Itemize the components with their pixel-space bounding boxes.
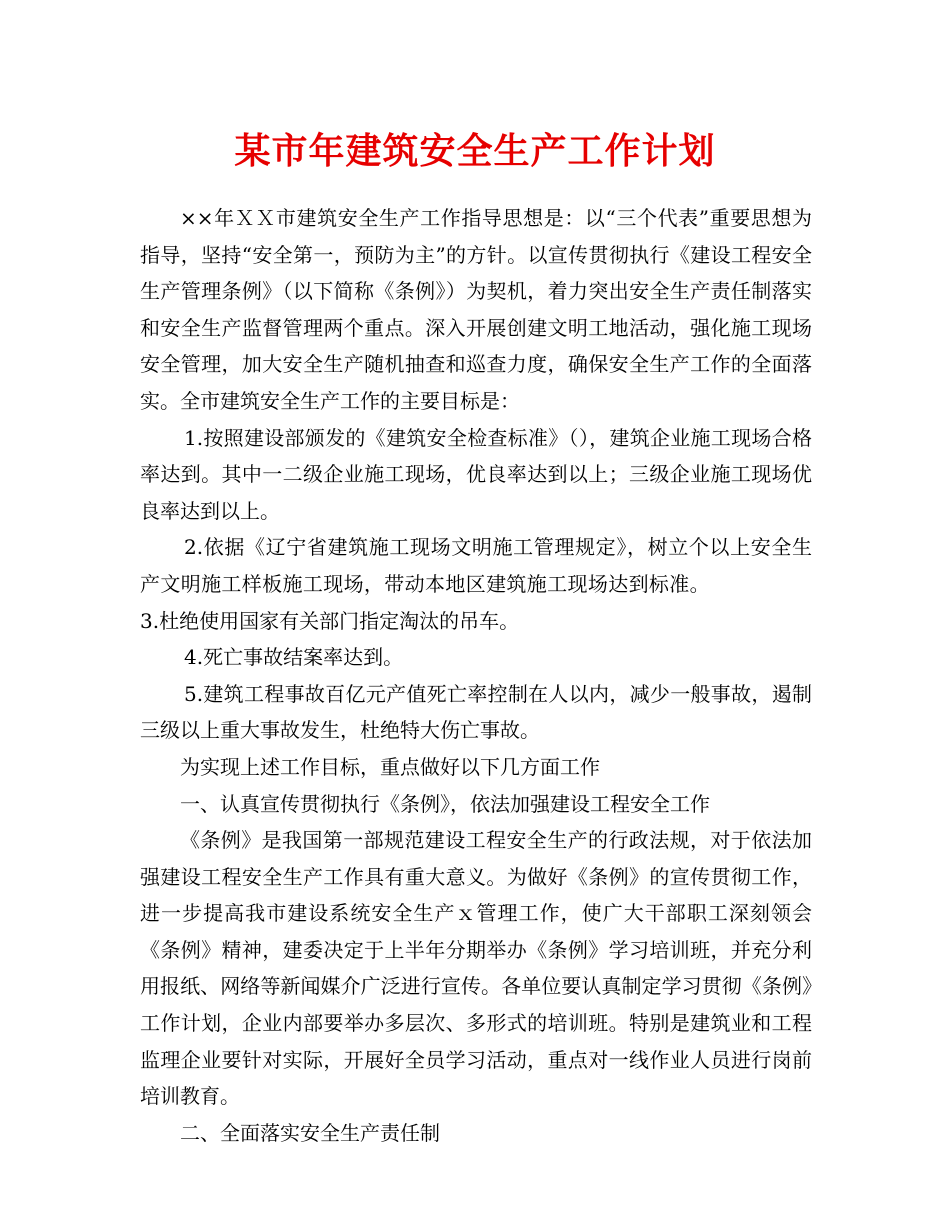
paragraph-regulation: 《条例》是我国第一部规范建设工程安全生产的行政法规，对于依法加强建设工程安全生产工作具有重大意义。为做好《条例》的宣传贯彻工作，进一步提高我市建设系统安全生产ｘ管理工作，使广大干部职工深刻领会《条例》精神，建委决定于上半年分期举办《条例》学习培训班，并充分利用报纸、网络等新闻媒介广泛进行宣传。各单位要认真制定学习贯彻《条例》工作计划，企业内部要举办多层次、多形式的培训班。特别是建筑业和工程监理企业要针对实际，开展好全员学习活动，重点对一线作业人员进行岗前培训教育。 bbox=[140, 828, 812, 1109]
paragraph-guiding-thought: ××年ＸＸ市建筑安全生产工作指导思想是：以“三个代表”重要思想为指导，坚持“安全第一，预防为主”的方针。以宣传贯彻执行《建设工程安全生产管理条例》（以下简称《条例》）为契机，着力突出安全生产责任制落实和安全生产监督管理两个重点。深入开展创建文明工地活动，强化施工现场安全管理，加大安全生产随机抽查和巡查力度，确保安全生产工作的全面落实。全市建筑安全生产工作的主要目标是： bbox=[140, 206, 812, 413]
section-heading-1: 一、认真宣传贯彻执行《条例》，依法加强建设工程安全工作 bbox=[180, 791, 710, 816]
paragraph-goal-1: 1.按照建设部颁发的《建筑安全检查标准》（），建筑企业施工现场合格率达到。其中一二级企业施工现场，优良率达到以上；三级企业施工现场优良率达到以上。 bbox=[140, 425, 812, 523]
section-heading-2: 二、全面落实安全生产责任制 bbox=[180, 1120, 440, 1145]
paragraph-work-intro: 为实现上述工作目标，重点做好以下几方面工作 bbox=[180, 754, 600, 779]
goal-3-text: 3.杜绝使用国家有关部门指定淘汰的吊车。 bbox=[140, 608, 520, 633]
document-title: 某市年建筑安全生产工作计划 bbox=[234, 130, 716, 172]
paragraph-goal-4: 4.死亡事故结案率达到。 bbox=[184, 645, 404, 670]
paragraph-goal-2-3 bbox=[140, 529, 812, 639]
goal-2-text: 2.依据《辽宁省建筑施工现场文明施工管理规定》，树立个以上安全生产文明施工样板施工现场，带动本地区建筑施工现场达到标准。 bbox=[140, 535, 812, 596]
document-body bbox=[140, 200, 812, 1151]
paragraph-goal-5: 5.建筑工程事故百亿元产值死亡率控制在人以内，减少一般事故，遏制三级以上重大事故发生，杜绝特大伤亡事故。 bbox=[140, 681, 812, 743]
